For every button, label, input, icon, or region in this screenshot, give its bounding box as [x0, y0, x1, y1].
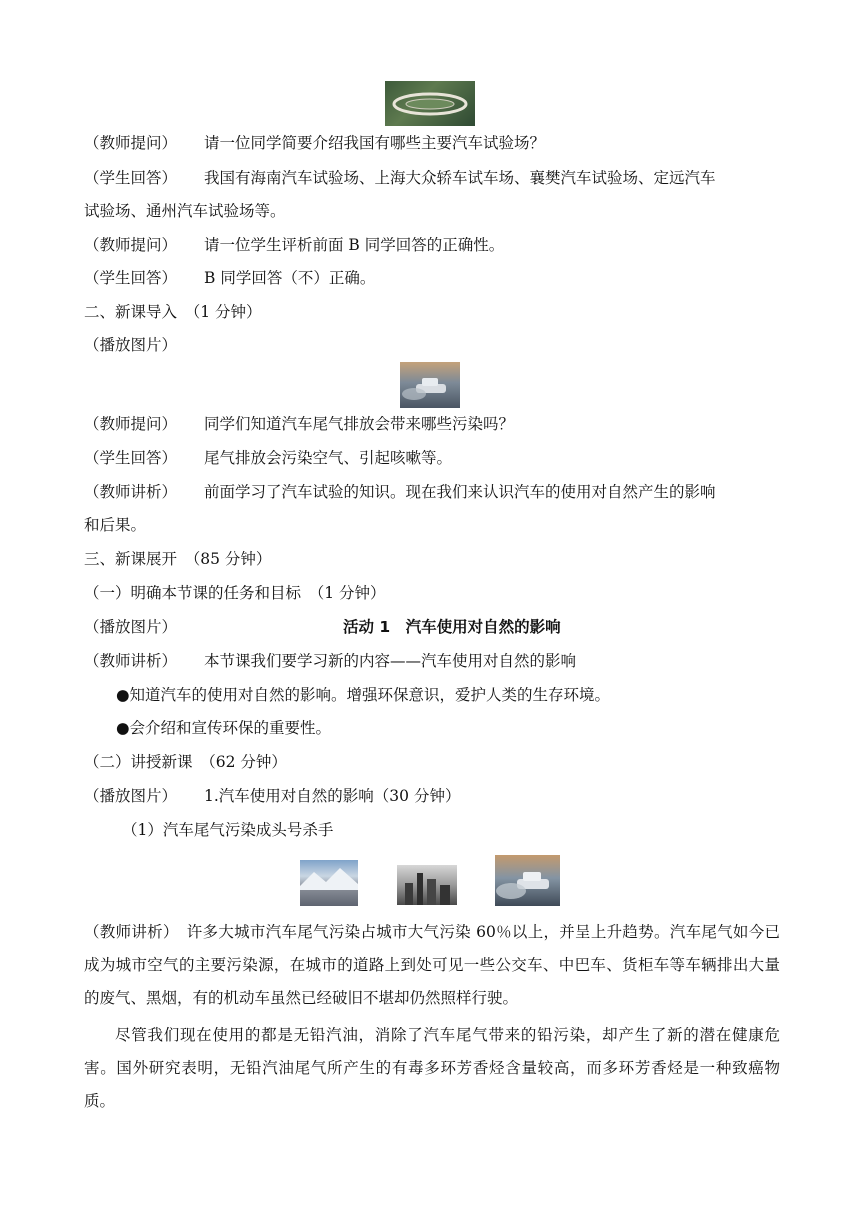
paragraph-2: 尽管我们现在使用的都是无铅汽油，消除了汽车尾气带来的铅污染，却产生了新的潜在健康危害。国外研究表明，无铅汽油尾气所产生的有毒多环芳香烃含量较高，而多环芳香烃是一种致癌物质。 [84, 1026, 780, 1110]
mountain-smog-photo [300, 860, 358, 906]
student-answer-1: （学生回答） 我国有海南汽车试验场、上海大众轿车试车场、襄樊汽车试验场、定远汽车 [84, 169, 716, 187]
activity-title: 活动 1 汽车使用对自然的影响 [343, 618, 561, 636]
teacher-question-1: （教师提问） 请一位同学简要介绍我国有哪些主要汽车试验场？ [84, 134, 546, 152]
teacher-explain-1-cont: 和后果。 [84, 516, 147, 534]
student-answer-3: （学生回答） 尾气排放会污染空气、引起咳嗽等。 [84, 449, 453, 467]
student-answer-2: （学生回答） B 同学回答（不）正确。 [84, 269, 376, 287]
car-icon [400, 362, 460, 408]
play-image-3: （播放图片） 1.汽车使用对自然的影响（30 分钟） [84, 787, 461, 805]
subsection-1: （一）明确本节课的任务和目标 （1 分钟） [84, 584, 386, 602]
bullet-item-2: ●会介绍和宣传环保的重要性。 [116, 719, 332, 737]
paragraph-1: （教师讲析） 许多大城市汽车尾气污染占城市大气污染 60％以上，并呈上升趋势。汽车尾气如今已成为城市空气的主要污染源，在城市的道路上到处可见一些公交车、中巴车、货柜车等车辆排出大量的废气、黑烟，有的机动车虽然已经破旧不堪却仍然照样行驶。 [84, 923, 780, 1007]
teacher-explain-1: （教师讲析） 前面学习了汽车试验的知识。现在我们来认识汽车的使用对自然产生的影响 [84, 483, 716, 501]
section-heading-3: 三、新课展开 （85 分钟） [84, 550, 272, 568]
car-exhaust-photo [400, 362, 460, 408]
section-heading-2: 二、新课导入 （1 分钟） [84, 303, 262, 321]
play-image-2: （播放图片） [84, 618, 178, 636]
teacher-question-2: （教师提问） 请一位学生评析前面 B 同学回答的正确性。 [84, 236, 505, 254]
oval-track-icon [385, 81, 475, 126]
mountain-icon [300, 860, 358, 906]
topic-1a: （1）汽车尾气污染成头号杀手 [122, 821, 334, 839]
teacher-explain-2: （教师讲析） 本节课我们要学习新的内容——汽车使用对自然的影响 [84, 652, 577, 670]
play-image-1: （播放图片） [84, 336, 178, 354]
student-answer-1-cont: 试验场、通州汽车试验场等。 [84, 202, 286, 220]
bullet-item-1: ●知道汽车的使用对自然的影响。增强环保意识，爱护人类的生存环境。 [116, 686, 611, 704]
city-skyline-icon [397, 865, 457, 905]
car-icon [495, 855, 560, 906]
city-smog-photo [397, 865, 457, 905]
subsection-2: （二）讲授新课 （62 分钟） [84, 753, 287, 771]
car-smoke-photo [495, 855, 560, 906]
test-track-photo [385, 81, 475, 126]
teacher-question-3: （教师提问） 同学们知道汽车尾气排放会带来哪些污染吗？ [84, 415, 515, 433]
